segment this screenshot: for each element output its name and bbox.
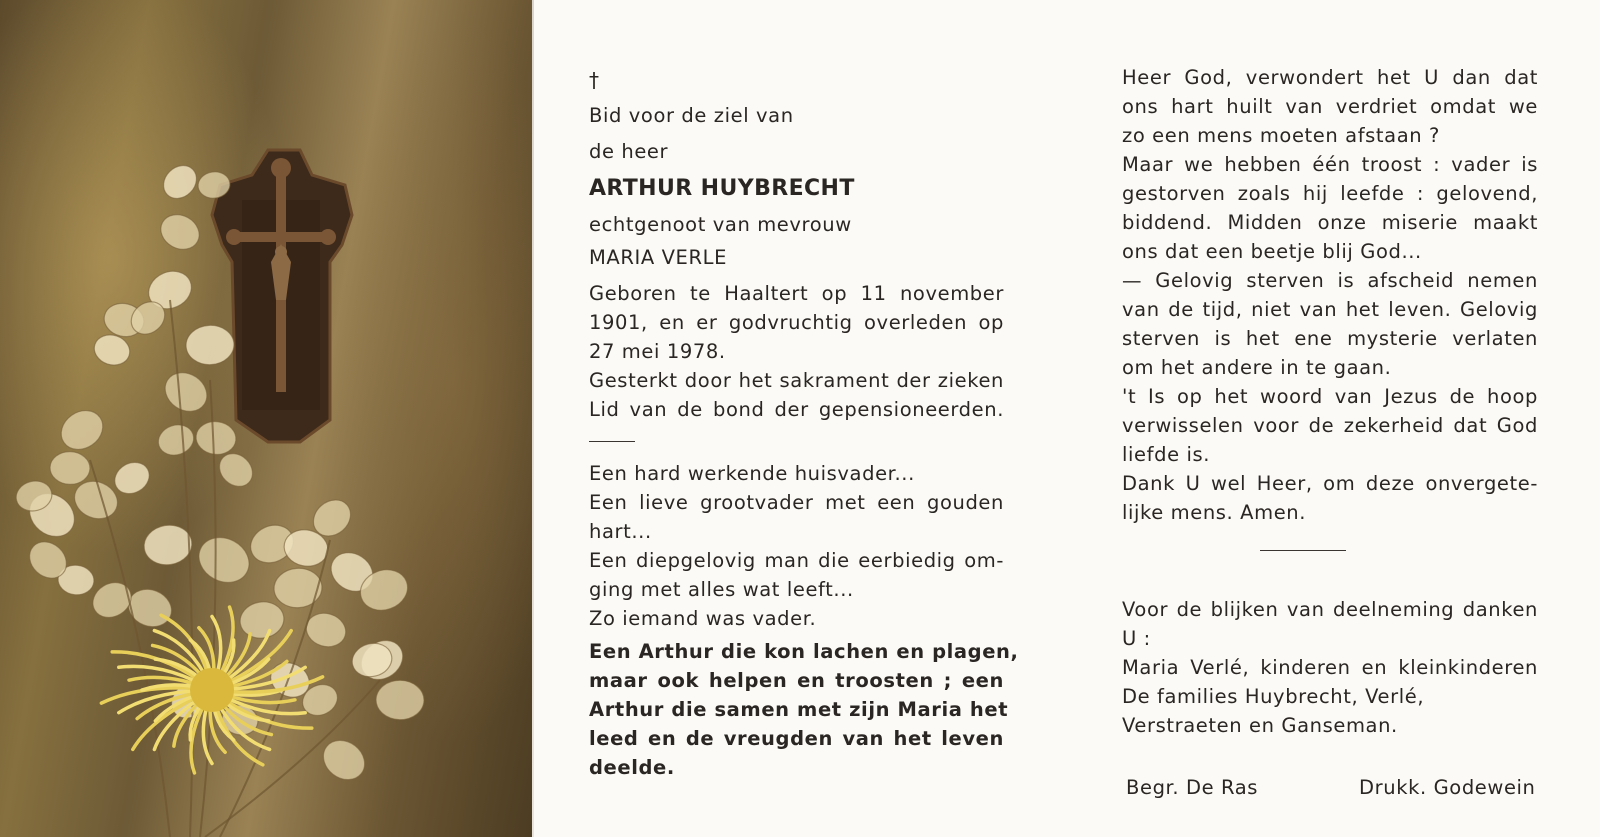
intro-line-2: de heer xyxy=(589,140,669,163)
honesty-pod xyxy=(191,529,257,591)
honesty-pod xyxy=(157,159,203,205)
prayer-line: verwisselen voor de zekerheid dat God xyxy=(1122,414,1538,437)
honesty-pod xyxy=(273,567,324,610)
prayer-line: van de tijd, niet van het leven. Gelovig xyxy=(1122,298,1538,321)
chrysanthemum-center xyxy=(190,668,234,712)
prayer-line: ons dat een beetje blij God... xyxy=(1122,240,1422,263)
honesty-pod xyxy=(109,456,155,500)
thanks-line: Maria Verlé, kinderen en kleinkinderen xyxy=(1122,656,1538,679)
thanks-line: U : xyxy=(1122,627,1151,650)
honesty-pod xyxy=(376,680,425,720)
prayer-line: biddend. Midden onze miserie maakt xyxy=(1122,211,1538,234)
memorial-photo xyxy=(0,0,532,837)
tribute-line: hart... xyxy=(589,520,652,543)
tribute-line: Arthur die samen met zijn Maria het xyxy=(589,698,1009,721)
crucifix-icon xyxy=(212,150,352,442)
intro-line: Bid voor de ziel van xyxy=(589,104,794,127)
honesty-pod xyxy=(316,732,373,788)
tribute-line: Een diepgelovig man die eerbiedig om- xyxy=(589,549,1004,572)
bio-line: Geboren te Haaltert op 11 november xyxy=(589,282,1004,305)
prayer-line: ons hart huilt van verdriet omdat we xyxy=(1122,95,1538,118)
prayer-line: Heer God, verwondert het U dan dat xyxy=(1122,66,1538,89)
spouse-name: MARIA VERLE xyxy=(589,246,727,269)
card-fold xyxy=(532,0,534,837)
bio-line: 1901, en er godvruchtig overleden op xyxy=(589,311,1004,334)
bio-line: 27 mei 1978. xyxy=(589,340,726,363)
divider xyxy=(1260,550,1346,551)
prayer-line: om het andere in te gaan. xyxy=(1122,356,1392,379)
honesty-pod xyxy=(237,598,287,641)
prayer-line: gestorven zoals hij leefde : gelovend, xyxy=(1122,182,1538,205)
prayer-line: — Gelovig sterven is afscheid nemen xyxy=(1122,269,1538,292)
tribute-line: Een hard werkende huisvader... xyxy=(589,462,915,485)
bio-line: Gesterkt door het sakrament der zieken xyxy=(589,369,1004,392)
prayer-line: lijke mens. Amen. xyxy=(1122,501,1307,524)
prayer-line: zo een mens moeten afstaan ? xyxy=(1122,124,1440,147)
honesty-pod xyxy=(54,403,111,458)
thanks-line: De families Huybrecht, Verlé, xyxy=(1122,685,1425,708)
tribute-line: leed en de vreugden van het leven xyxy=(589,727,1004,750)
tribute-line: ging met alles wat leeft... xyxy=(589,578,854,601)
tribute-line: Zo iemand was vader. xyxy=(589,607,817,630)
divider xyxy=(589,441,635,442)
deceased-name: ARTHUR HUYBRECHT xyxy=(589,176,855,201)
prayer-line: Maar we hebben één troost : vader is xyxy=(1122,153,1538,176)
photo-illustration xyxy=(0,0,532,837)
prayer-line: liefde is. xyxy=(1122,443,1211,466)
prayer-line: 't Is op het woord van Jezus de hoop xyxy=(1122,385,1538,408)
cross-icon: † xyxy=(589,68,600,92)
thanks-line: Verstraeten en Ganseman. xyxy=(1122,714,1398,737)
tribute-line: maar ook helpen en troosten ; een xyxy=(589,669,1004,692)
printer-credit: Drukk. Godewein xyxy=(1359,776,1536,799)
undertaker-credit: Begr. De Ras xyxy=(1126,776,1259,799)
honesty-pod xyxy=(194,419,238,456)
bio-line: Lid van de bond der gepensioneerden. xyxy=(589,398,1004,421)
honesty-pod xyxy=(141,522,195,568)
honesty-pod xyxy=(155,208,206,256)
honesty-pod xyxy=(158,365,215,420)
honesty-pod xyxy=(49,451,90,485)
spouse-label: echtgenoot van mevrouw xyxy=(589,213,852,236)
tribute-line: Een lieve grootvader met een gouden xyxy=(589,491,1004,514)
honesty-pod xyxy=(154,420,198,460)
tribute-line: Een Arthur die kon lachen en plagen, xyxy=(589,640,1019,663)
prayer-line: Dank U wel Heer, om deze onvergete- xyxy=(1122,472,1538,495)
prayer-line: sterven is het ene mysterie verlaten xyxy=(1122,327,1538,350)
tribute-line: deelde. xyxy=(589,756,675,779)
thanks-line: Voor de blijken van deelneming danken xyxy=(1122,598,1538,621)
honesty-pod xyxy=(185,324,235,366)
